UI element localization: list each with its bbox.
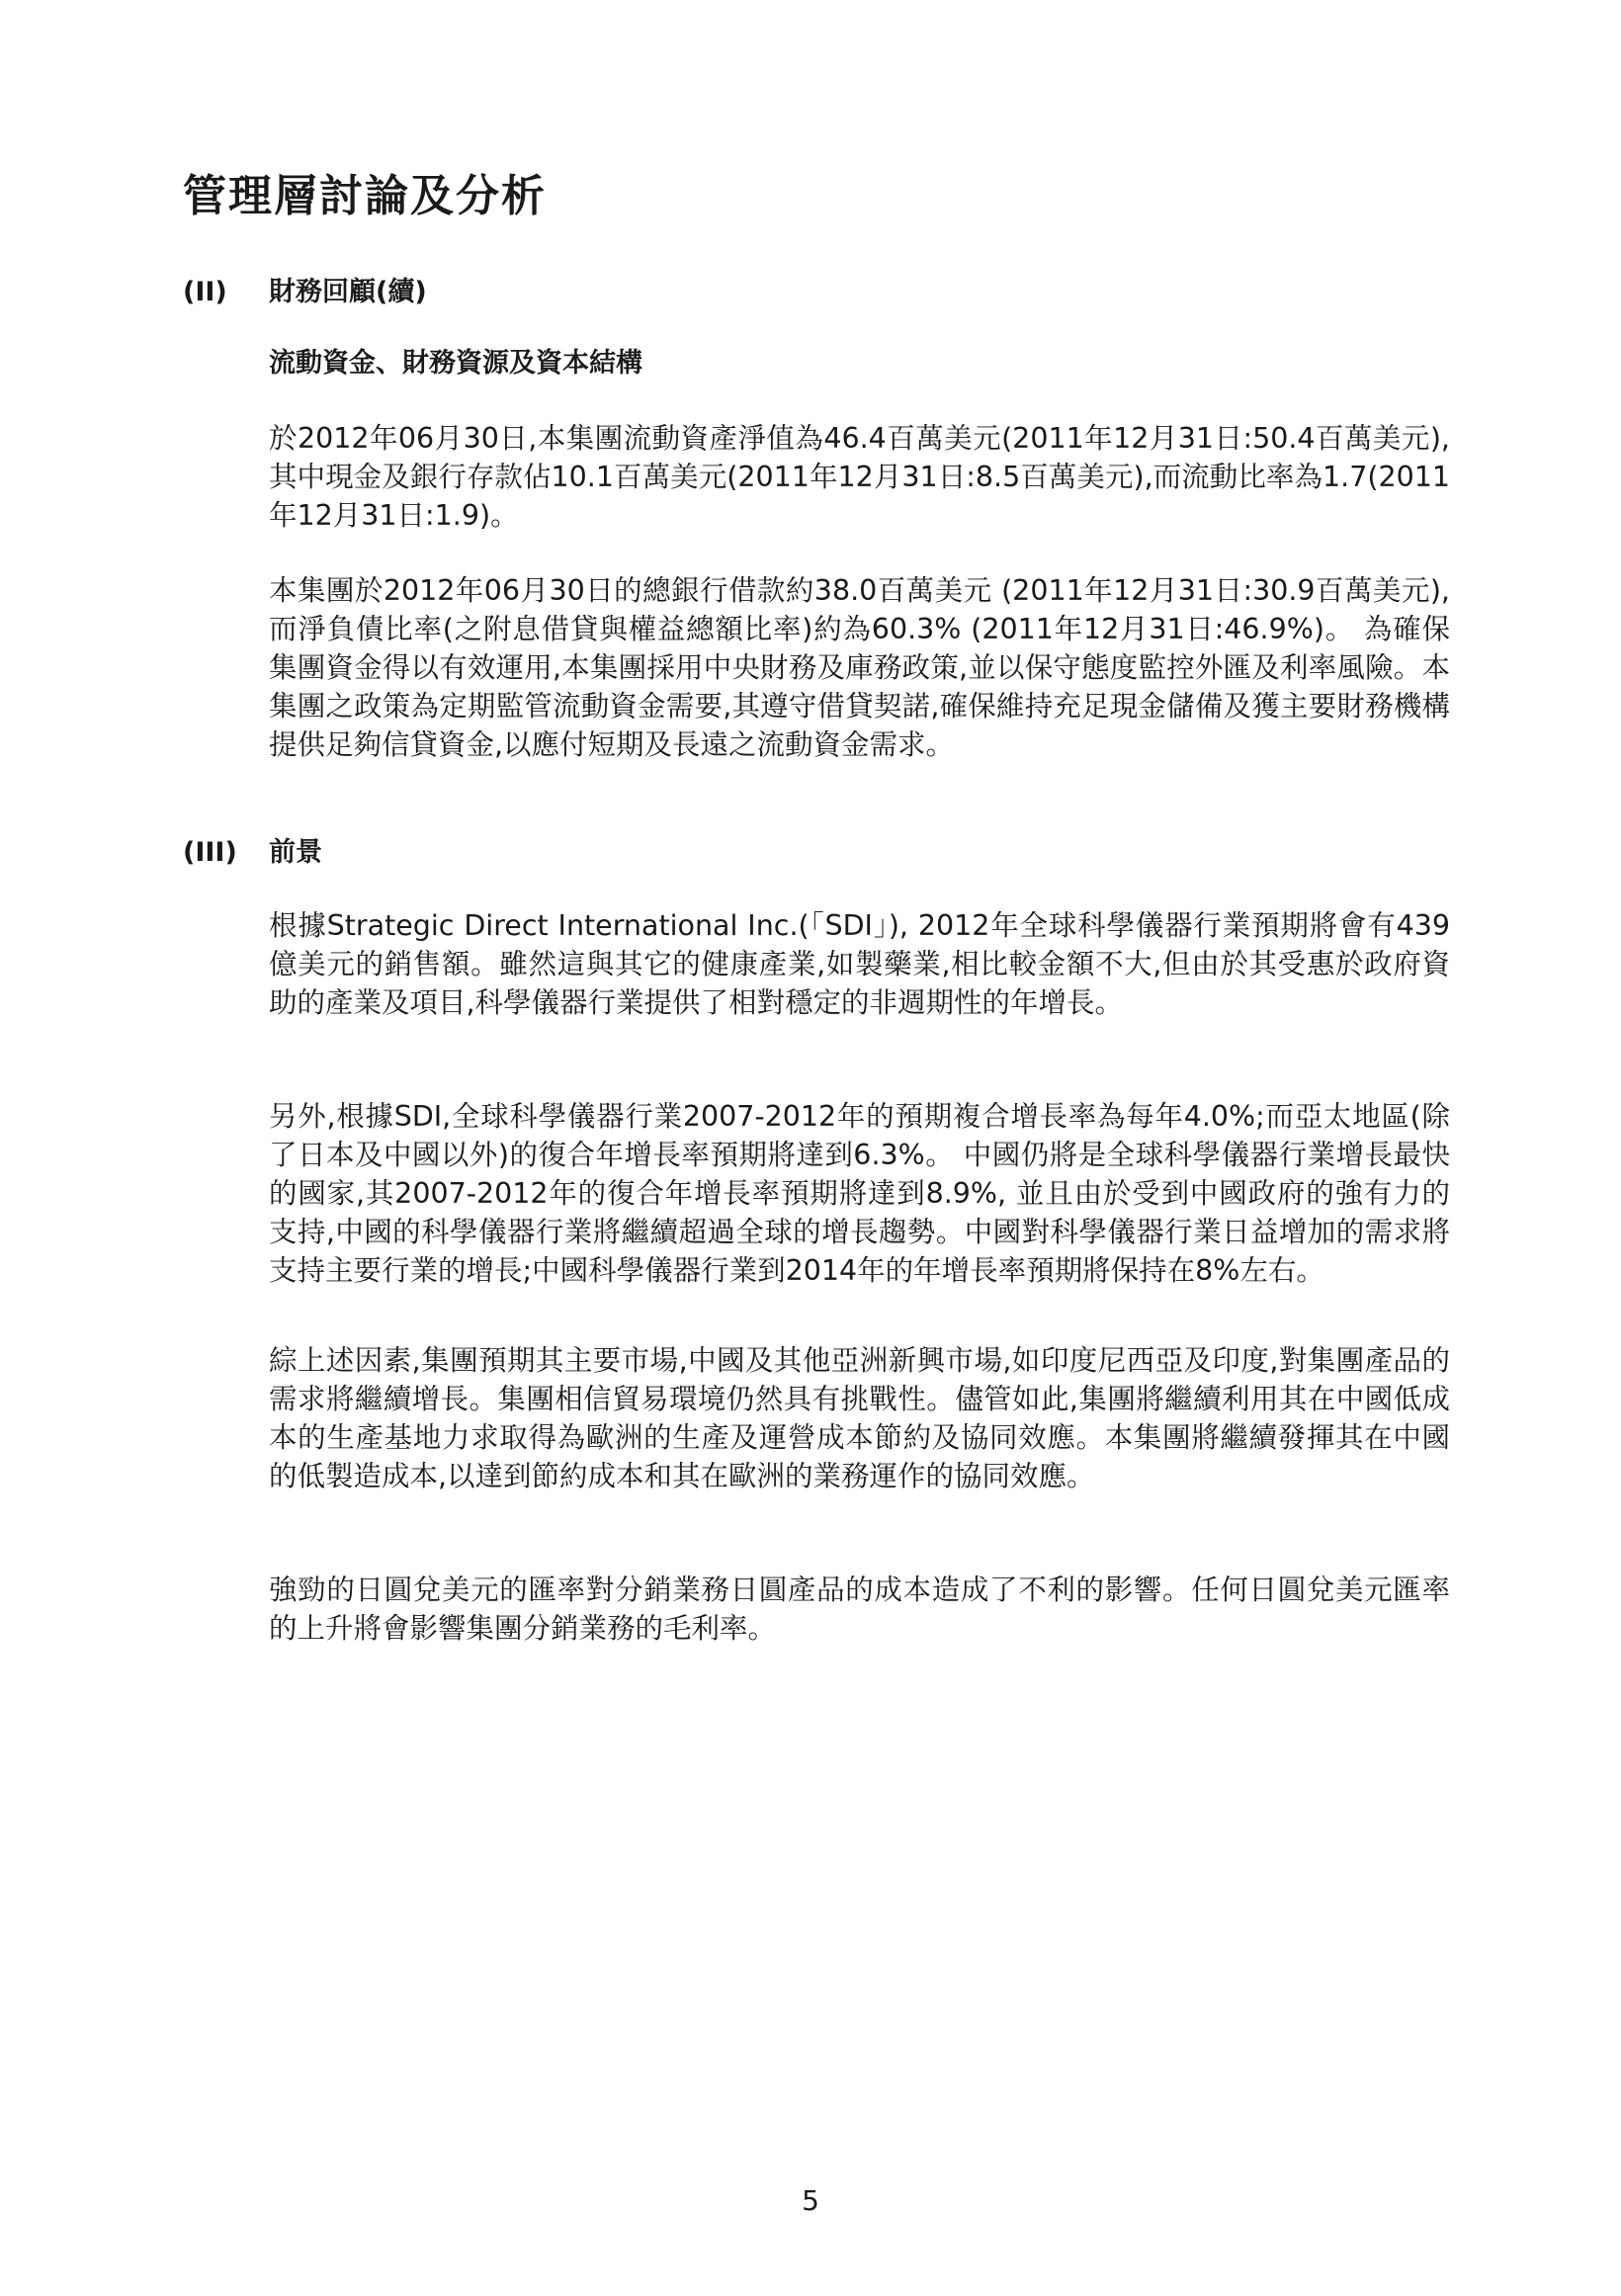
- section-number: (III): [183, 837, 237, 868]
- section-heading-outlook: [183, 833, 1468, 873]
- section-heading-financial-review: [183, 273, 1468, 312]
- section-title: 財務回顧(續): [269, 277, 427, 307]
- paragraph-outlook-3: 綜上述因素,集團預期其主要市場,中國及其他亞洲新興市場,如印度尼西亞及印度,對集團產品的需求將繼續增長。集團相信貿易環境仍然具有挑戰性。儘管如此,集團將繼續利用其在中國低成本的生產基地力求取得為歐洲的生產及運營成本節約及協同效應。本集團將繼續發揮其在中國的低製造成本,以達到節約成本和其在歐洲的業務運作的協同效應。: [269, 1344, 1450, 1492]
- paragraph-outlook-1: 根據Strategic Direct International Inc.(「SDI」), 2012年全球科學儀器行業預期將會有439億美元的銷售額。雖然這與其它的健康產業,如製藥業,相比較金額不大,但由於其受惠於政府資助的產業及項目,科學儀器行業提供了相對穩定的非週期性的年增長。: [269, 909, 1450, 1019]
- page-title: 管理層討論及分析: [183, 171, 547, 221]
- section-title: 前景: [269, 837, 322, 868]
- paragraph-outlook-2: 另外,根據SDI,全球科學儀器行業2007-2012年的預期複合增長率為每年4.0%;而亞太地區(除了日本及中國以外)的復合年增長率預期將達到6.3%。 中國仍將是全球科學儀器行業增長最快的國家,其2007-2012年的復合年增長率預期將達到8.9%, 並且由於受到中國政府的強有力的支持,中國的科學儀器行業將繼續超過全球的增長趨勢。中國對科學儀器行業日益增加的需求將支持主要行業的增長;中國科學儀器行業到2014年的年增長率預期將保持在8%左右。: [269, 1100, 1450, 1287]
- paragraph-outlook-4: 強勁的日圓兌美元的匯率對分銷業務日圓產品的成本造成了不利的影響。任何日圓兌美元匯率的上升將會影響集團分銷業務的毛利率。: [269, 1573, 1450, 1645]
- paragraph-liquidity-1: 於2012年06月30日,本集團流動資產淨值為46.4百萬美元(2011年12月31日:50.4百萬美元),其中現金及銀行存款佔10.1百萬美元(2011年12月31日:8.5百萬美元),而流動比率為1.7(2011年12月31日:1.9)。: [269, 422, 1450, 532]
- page-number: 5: [802, 2184, 819, 2217]
- subheading-liquidity: 流動資金、財務資源及資本結構: [269, 348, 642, 379]
- paragraph-liquidity-2: 本集團於2012年06月30日的總銀行借款約38.0百萬美元 (2011年12月31日:30.9百萬美元),而淨負債比率(之附息借貸與權益總額比率)約為60.3% (2011年12月31日:46.9%)。 為確保集團資金得以有效運用,本集團採用中央財務及庫務政策,並以保守態度監控外匯及利率風險。本集團之政策為定期監管流動資金需要,其遵守借貸契諾,確保維持充足現金儲備及獲主要財務機構提供足夠信貸資金,以應付短期及長遠之流動資金需求。: [269, 574, 1450, 761]
- section-number: (II): [183, 277, 227, 307]
